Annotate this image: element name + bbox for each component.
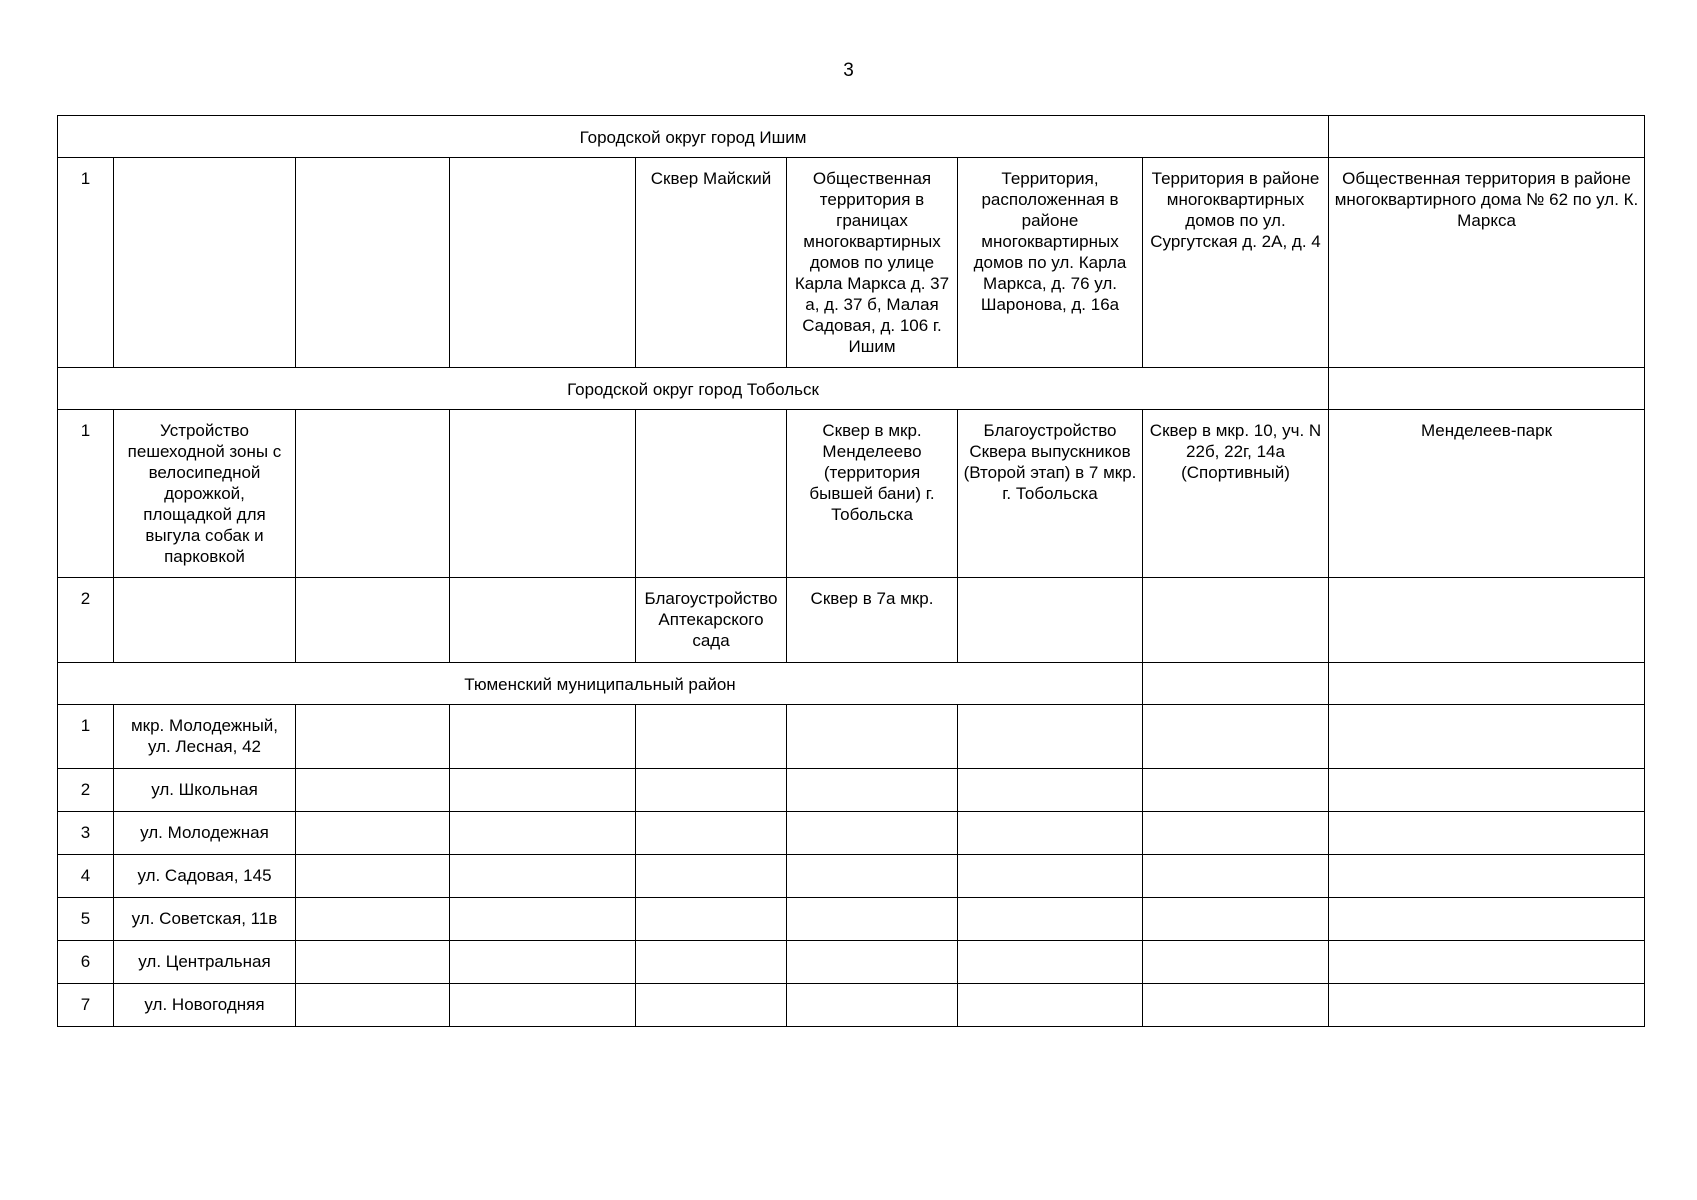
table-cell	[296, 984, 450, 1027]
table-cell	[450, 984, 636, 1027]
table-cell	[450, 898, 636, 941]
table-cell	[1143, 898, 1329, 941]
table-cell	[296, 898, 450, 941]
table-cell	[636, 898, 787, 941]
row-number: 6	[58, 941, 114, 984]
table-cell	[1329, 812, 1645, 855]
table-cell: Благоустройство Аптекарского сада	[636, 578, 787, 663]
table-cell	[114, 158, 296, 368]
table-cell: мкр. Молодежный, ул. Лесная, 42	[114, 705, 296, 769]
table-cell	[958, 705, 1143, 769]
table-cell	[1329, 855, 1645, 898]
table-cell	[787, 941, 958, 984]
table-cell	[958, 812, 1143, 855]
table-row	[58, 898, 1645, 941]
table-cell: ул. Школьная	[114, 769, 296, 812]
page-number: 3	[843, 60, 854, 81]
table-cell	[296, 578, 450, 663]
table-cell: Устройство пешеходной зоны с велосипедной дорожкой, площадкой для выгула собак и парковкой	[114, 410, 296, 578]
table-cell	[958, 855, 1143, 898]
table-cell	[1329, 663, 1645, 705]
row-number: 1	[58, 410, 114, 578]
table-cell	[958, 578, 1143, 663]
table-cell	[787, 705, 958, 769]
row-number: 7	[58, 984, 114, 1027]
table-cell: Общественная территория в районе многоквартирного дома № 62 по ул. К. Маркса	[1329, 158, 1645, 368]
row-number: 1	[58, 158, 114, 368]
table-cell	[450, 705, 636, 769]
table-cell	[450, 855, 636, 898]
table-cell	[1143, 705, 1329, 769]
table-cell: ул. Советская, 11в	[114, 898, 296, 941]
table-cell	[450, 158, 636, 368]
table-cell	[1143, 769, 1329, 812]
table-cell	[1329, 984, 1645, 1027]
table-row	[58, 578, 1645, 663]
table-cell	[787, 812, 958, 855]
table-cell	[787, 855, 958, 898]
table-cell: Территория в районе многоквартирных домов по ул. Сургутская д. 2А, д. 4	[1143, 158, 1329, 368]
table-cell	[450, 578, 636, 663]
table-cell	[1329, 368, 1645, 410]
table-cell	[1143, 984, 1329, 1027]
table-cell	[787, 898, 958, 941]
table-cell	[636, 769, 787, 812]
table-cell	[958, 941, 1143, 984]
table-cell	[1329, 116, 1645, 158]
table-cell: Сквер в мкр. 10, уч. N 22б, 22г, 14а (Спортивный)	[1143, 410, 1329, 578]
table-cell: ул. Садовая, 145	[114, 855, 296, 898]
table-row	[58, 812, 1645, 855]
table-cell: Благоустройство Сквера выпускников (Второй этап) в 7 мкр. г. Тобольска	[958, 410, 1143, 578]
table-cell	[1143, 941, 1329, 984]
section-header-row	[58, 368, 1645, 410]
table-row	[58, 855, 1645, 898]
table-cell	[787, 769, 958, 812]
row-number: 3	[58, 812, 114, 855]
table-cell: ул. Центральная	[114, 941, 296, 984]
table-cell	[1143, 812, 1329, 855]
table-cell	[787, 984, 958, 1027]
table-cell	[1329, 898, 1645, 941]
table-cell	[1329, 941, 1645, 984]
table-cell	[636, 941, 787, 984]
table-row	[58, 410, 1645, 578]
table-cell	[636, 984, 787, 1027]
row-number: 4	[58, 855, 114, 898]
section-header-row	[58, 663, 1645, 705]
table-cell	[296, 769, 450, 812]
table-cell	[114, 578, 296, 663]
row-number: 1	[58, 705, 114, 769]
section-header-row	[58, 116, 1645, 158]
table-cell: ул. Молодежная	[114, 812, 296, 855]
row-number: 2	[58, 769, 114, 812]
table-cell: Сквер Майский	[636, 158, 787, 368]
table-cell	[1329, 769, 1645, 812]
table-cell	[636, 812, 787, 855]
table-cell	[450, 941, 636, 984]
table-cell	[450, 769, 636, 812]
row-number: 2	[58, 578, 114, 663]
table-cell: Сквер в 7а мкр.	[787, 578, 958, 663]
table-cell	[450, 812, 636, 855]
table-cell	[296, 158, 450, 368]
row-number: 5	[58, 898, 114, 941]
table-row	[58, 158, 1645, 368]
table-cell	[636, 855, 787, 898]
table-row	[58, 769, 1645, 812]
table-cell: Территория, расположенная в районе многоквартирных домов по ул. Карла Маркса, д. 76 ул. Шаронова, д. 16а	[958, 158, 1143, 368]
table-row	[58, 984, 1645, 1027]
table-cell	[1329, 578, 1645, 663]
table-cell: Сквер в мкр. Менделеево (территория бывшей бани) г. Тобольска	[787, 410, 958, 578]
table-cell: Менделеев-парк	[1329, 410, 1645, 578]
table-cell	[958, 984, 1143, 1027]
table-cell: ул. Новогодняя	[114, 984, 296, 1027]
table-cell: Общественная территория в границах многоквартирных домов по улице Карла Маркса д. 37 а, д. 37 б, Малая Садовая, д. 106 г. Ишим	[787, 158, 958, 368]
section-title: Городской округ город Ишим	[58, 116, 1329, 158]
table-cell	[1143, 663, 1329, 705]
table-cell	[958, 898, 1143, 941]
section-title: Городской округ город Тобольск	[58, 368, 1329, 410]
territories-table	[57, 115, 1645, 1027]
table-cell	[296, 812, 450, 855]
table-cell	[296, 705, 450, 769]
table-cell	[636, 410, 787, 578]
table-row	[58, 941, 1645, 984]
table-cell	[296, 941, 450, 984]
table-cell	[1143, 855, 1329, 898]
section-title: Тюменский муниципальный район	[58, 663, 1143, 705]
table-cell	[296, 855, 450, 898]
table-cell	[1329, 705, 1645, 769]
table-cell	[296, 410, 450, 578]
table-row	[58, 705, 1645, 769]
table-cell	[958, 769, 1143, 812]
table-cell	[450, 410, 636, 578]
table-cell	[636, 705, 787, 769]
table-cell	[1143, 578, 1329, 663]
